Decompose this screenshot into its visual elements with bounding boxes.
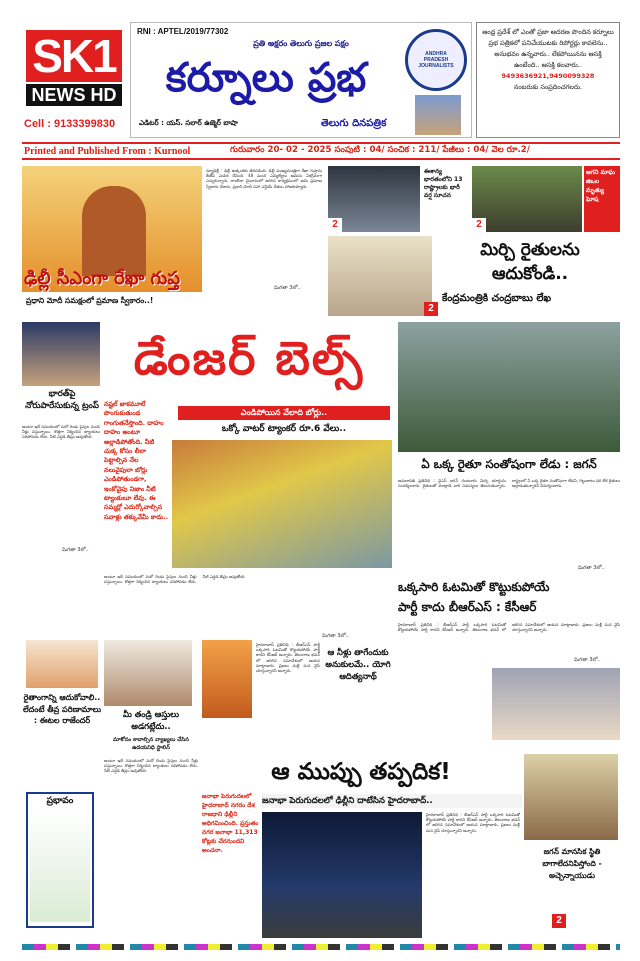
- more-link-jagan[interactable]: మిగతా 3లో..: [578, 565, 605, 571]
- page-badge: 2: [424, 302, 438, 316]
- page-badge: 2: [328, 218, 342, 232]
- prabhavam-cartoon: [26, 792, 94, 928]
- tagline: ప్రతి అక్షరం తెలుగు ప్రజల పక్షం: [253, 39, 349, 48]
- delhi-headline: ఢిల్లీ సీఎంగా రేఖా గుప్త: [24, 268, 181, 289]
- chandrababu-photo: [328, 236, 432, 316]
- delhi-subhead: ప్రధాని మోదీ సమక్షంలో ప్రమాణ స్వీకారం..!: [26, 296, 154, 305]
- hyderabad-night-photo: [262, 812, 422, 938]
- eatala-caption: రైతాంగాన్ని ఆదుకోవాలి.. లేదంటే తీవ్ర పరిణామాలు : ఈటల రాజేందర్: [22, 693, 102, 725]
- dateline-bar: [22, 142, 620, 160]
- kcr-story: [398, 578, 620, 742]
- color-registration-strip: [22, 944, 620, 950]
- jagan-photo: [398, 322, 620, 452]
- danger-bells-story: [104, 322, 394, 572]
- prabhavam-title: ప్రభావం: [46, 796, 74, 806]
- jagan-body: అమరావతి ప్రతినిధి : వైఎస్ జగన్ గుంటూరు మిర్చి యార్డును సందర్శించారు. రైతులతో మాట్లాడి వారి సమస్యలు తెలుసుకున్నారు. రాష్ట్రంలో ఏ ఒక్క రైతూ సంతోషంగా లేడని, గిట్టుబాటు ధర లేక రైతులు అల్లాడుతున్నారని విమర్శించారు.: [398, 478, 620, 489]
- danger-body: అంటూ ఇదే సమయంలో మరో రెండు పైపుల నుంచి నీళ్లు వస్తున్నాయి. కొత్తగా నిర్మించిన ట్యాంకులు సరిపోవడం లేదు. నీటి ఎద్దడి తీవ్రం అవుతోంది.: [104, 574, 246, 585]
- more-link-trump[interactable]: మిగతా 3లో..: [62, 547, 89, 553]
- kcr-body: హైదరాబాద్ ప్రతినిధి : బీఆర్ఎస్ పార్టీ ఒక్కసారి ఓటమితో కొట్టుకుపోయే పార్టీ కాదని కేసీఆర్ అన్నారు. తెలంగాణ భవన్ లో జరిగిన సమావేశంలో ఆయన మాట్లాడారు. ప్రజలు మళ్లీ మన వైపే చూస్తున్నారని అన్నారు.: [398, 622, 620, 633]
- danger-side-text: నష్టల్ జాకమూలే పొంగుకుతుండ గాంగుతనేస్తొంది. దాహం దాహం అంటూ అల్లాడిపోతోంది. నీటి చుక్క కోసం లీలా పెట్టాల్సిన నేల నలువైపులా బోర్లు ఎండిపోతుండగా, ఇంకోవైపు నిజాం నీటి ట్యాంకులూ లేవు. ఈ సమ్మర్లో ఎదుర్కోవాల్సిన సవాళ్లు తక్కువేమీ కాదు..: [104, 400, 168, 521]
- mirchi-subhead: కేంద్రమంత్రికి చంద్రబాబు లేఖ: [442, 293, 552, 304]
- ad-text: ఆంధ్ర ప్రదేశ్ లో ఎంతో ప్రజా ఆదరణ పొందిన కర్నూలు ప్రభ పత్రికలో పనిచేయుటకు రిపోర్టర్లు కావలెను.. అనుభవం ఉన్నవారు.. లేకపోయినను ఆసక్తి ఉంటేంది.. ఆసక్తి కలవారు..: [482, 28, 614, 69]
- mirchi-headline: మిర్చి రైతులను ఆదుకోండి..: [480, 240, 580, 284]
- logo-sk1-text: SK1: [26, 30, 122, 82]
- tanker-banner: ఒక్కో వాటర్ ట్యాంకర్ రూ.6 వేలు..: [221, 424, 347, 434]
- editor-photo: [415, 95, 461, 135]
- newspaper-title: కర్నూలు ప్రభ: [165, 55, 367, 101]
- acchen-photo: [524, 754, 618, 840]
- ad-phone: 9493636921,9490099328: [501, 72, 595, 80]
- sk1-logo: [24, 30, 124, 110]
- cell-number: Cell : 9133399830: [24, 118, 116, 130]
- emblem-text: ANDHRA PRADESH JOURNALISTS: [418, 51, 454, 69]
- trump-photo: [22, 322, 100, 386]
- printed-from: Printed and Published From : Kurnool: [24, 145, 191, 157]
- more-link-danger[interactable]: మిగతా 3లో..: [322, 633, 349, 639]
- udhay-story: [104, 640, 200, 790]
- hyderabad-story: [202, 792, 522, 940]
- delhi-body: న్యూఢిల్లీ : ఢిల్లీ ఉత్కంఠకు తెరపడింది. ఢిల్లీ ముఖ్యమంత్రిగా రేఖా గుప్తాను బీజేపీ ఎంపిక చేసింది. 48 మంది ఎమ్మెల్యేలు ఆమెను ఏకగ్రీవంగా ఎన్నుకున్నారు. రాంలీలా మైదానంలో జరిగిన కార్యక్రమంలో ఆమె ప్రమాణ స్వీకారం చేశారు. ప్రధాని మోదీ సహా ఎన్డీయే నేతలు హాజరయ్యారు.: [206, 168, 322, 189]
- weather-text: ఈశాన్య భారతంలోని 13 రాష్ట్రాలకు భారీ వర్ష సూచన: [424, 168, 463, 199]
- drought-text: ఆగని మాఘ జిఒల మృత్యు ఘోష: [584, 166, 620, 232]
- mirchi-story: [328, 236, 620, 322]
- more-link-delhi[interactable]: మిగతా 3లో..: [274, 285, 301, 291]
- mistake-headline: ఆ ముప్పు తప్పదిక!: [200, 754, 522, 790]
- udhay-subhead: మాకోసం కావాల్సిన వ్యాఖ్యలు చేసిన ఉదయనిధి స్టాలిన్: [113, 737, 189, 751]
- more-link-kcr[interactable]: మిగతా 3లో..: [574, 657, 601, 663]
- udhay-headline: మీ తండ్రి ఆస్తులు అడగట్లేదు..: [123, 709, 179, 731]
- page-badge: 2: [552, 914, 566, 928]
- eatala-photo: [26, 640, 98, 688]
- masthead: [22, 22, 620, 140]
- jagan-story: [398, 322, 620, 572]
- title-box: [130, 22, 472, 138]
- eatala-story: [22, 640, 102, 754]
- cartoon-drawing: [30, 810, 90, 922]
- journalists-emblem: [405, 29, 467, 91]
- jagan-headline: ఏ ఒక్క రైతూ సంతోషంగా లేడు : జగన్: [421, 457, 597, 471]
- dry-land-photo: [472, 166, 582, 232]
- page-badge: 2: [472, 218, 486, 232]
- delhi-story: [22, 166, 326, 320]
- rni-number: RNI : APTEL/2019/77302: [137, 27, 229, 36]
- weather-story: [328, 166, 468, 232]
- subtitle: తెలుగు దినపత్రిక: [321, 118, 387, 129]
- acchen-caption: జగన్ మానసిక స్థితి బాగాలేదనిపిస్తోంది - అచ్చెన్నాయుడు: [542, 847, 602, 880]
- borewell-banner: ఎండిపోయిన వేలాది బోర్లు..: [178, 406, 390, 420]
- hyderabad-stats: జనాభా పెరుగుదలలో హైదరాబాద్ నగరం దేశ రాజధాని ఢిల్లీని అధిగమించింది. ప్రస్తుతం నగర జనాభా 11,313 కోట్లకు చేరనుందని అంచనా.: [202, 793, 259, 854]
- yogi-body: హైదరాబాద్ ప్రతినిధి : బీఆర్ఎస్ పార్టీ ఒక్కసారి ఓటమితో కొట్టుకుపోయే పార్టీ కాదని కేసీఆర్ అన్నారు. తెలంగాణ భవన్ లో జరిగిన సమావేశంలో ఆయన మాట్లాడారు. ప్రజలు మళ్లీ మన వైపే చూస్తున్నారని అన్నారు.: [256, 642, 320, 674]
- hyderabad-body: హైదరాబాద్ ప్రతినిధి : బీఆర్ఎస్ పార్టీ ఒక్కసారి ఓటమితో కొట్టుకుపోయే పార్టీ కాదని కేసీఆర్ అన్నారు. తెలంగాణ భవన్ లో జరిగిన సమావేశంలో ఆయన మాట్లాడారు. ప్రజలు మళ్లీ మన వైపే చూస్తున్నారని అన్నారు.: [426, 812, 520, 833]
- udhay-photo: [104, 640, 192, 706]
- issue-details: గురువారం 20- 02 - 2025 సంపుటి : 04/ సంచిక : 211/ పేజీలు : 04/ వెల రూ.2/: [230, 145, 530, 155]
- editor-line: ఎడిటర్ : యస్. సలార్ ఉజ్మెర్ బాషా: [139, 119, 238, 127]
- trump-body: అంటూ ఇదే సమయంలో మరో రెండు పైపుల నుంచి నీళ్లు వస్తున్నాయి. కొత్తగా నిర్మించిన ట్యాంకులు సరిపోవడం లేదు. నీటి ఎద్దడి తీవ్రం అవుతోంది.: [22, 424, 100, 440]
- kcr-headline-line1: ఒక్కసారి ఓటమితో కొట్టుకుపోయే: [398, 580, 550, 594]
- reporters-wanted-ad: [476, 22, 620, 138]
- water-queue-photo: [172, 440, 392, 568]
- yogi-photo: [202, 640, 252, 718]
- trump-caption: భారత్‌పై నోరుపారేసుకున్న ట్రంప్: [25, 389, 99, 411]
- trump-story: [22, 322, 102, 562]
- danger-headline: డేంజర్ బెల్స్: [133, 331, 365, 385]
- kcr-photo: [492, 668, 620, 740]
- acchen-story: [524, 754, 620, 940]
- yogi-story: [202, 640, 394, 732]
- drought-story: [472, 166, 620, 232]
- hyderabad-headline: జనాభా పెరుగుదలలో ఢిల్లీని దాటేసిన హైదరాబాద్..: [262, 794, 522, 808]
- yogi-headline: ఆ నీళ్లు తాగేందుకు అనుకులమే.. యోగి ఆదిత్యనాథ్: [325, 647, 391, 681]
- kcr-headline-line2: పార్టీ కాదు బీఆర్ఎస్ : కేసీఆర్: [398, 600, 537, 614]
- logo-news-text: NEWS HD: [26, 84, 122, 106]
- ad-tail: నంబరుకు సంప్రదించగలరు.: [513, 83, 583, 91]
- udhay-body: అంటూ ఇదే సమయంలో మరో రెండు పైపుల నుంచి నీళ్లు వస్తున్నాయి. కొత్తగా నిర్మించిన ట్యాంకులు సరిపోవడం లేదు. నీటి ఎద్దడి తీవ్రం అవుతోంది.: [104, 758, 198, 774]
